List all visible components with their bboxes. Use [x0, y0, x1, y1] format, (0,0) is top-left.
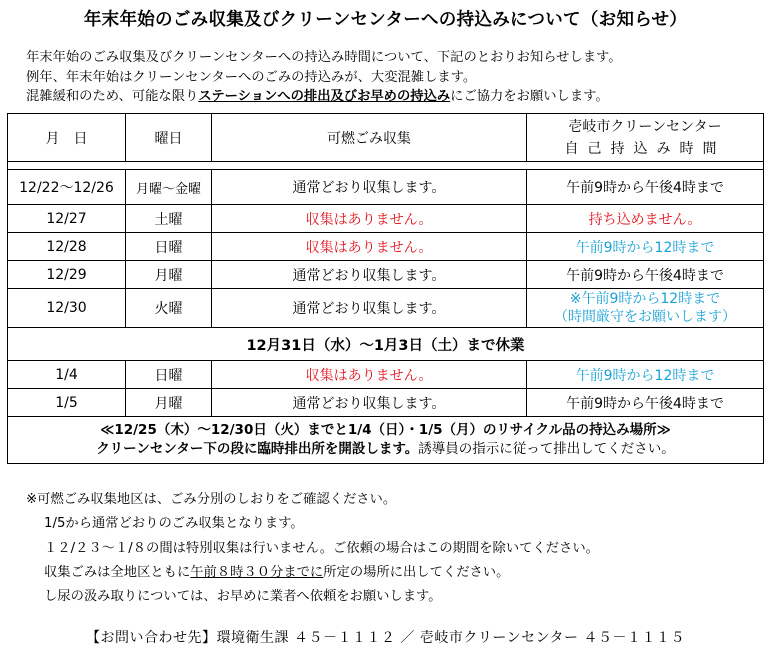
- recycle-note-body-rest: 誘導員の指示に従って排出してください。: [418, 441, 675, 457]
- intro-line-1: 年末年始のごみ収集及びクリーンセンターへの持込み時間について、下記のとおりお知らせします。: [26, 50, 622, 65]
- table-row: [8, 389, 764, 417]
- note-4-c: 所定の場所に出してください。: [323, 564, 510, 580]
- recycle-note-heading: ≪12/25（木）～12/30日（火）までと1/4（日）・1/5（月）のリサイクル品の持込み場所≫: [100, 422, 671, 438]
- schedule-table: [7, 113, 764, 464]
- holiday-text: 12月31日（水）～1月3日（土）まで休業: [8, 328, 764, 361]
- note-3: １２/２３～１/８の間は特別収集は行いません。ご依頼の場合はこの期間を除いてください。: [44, 540, 599, 556]
- row-date: 12/30: [8, 289, 126, 328]
- row-day: 月曜: [126, 389, 212, 417]
- row-center: 持ち込めません。: [527, 205, 764, 233]
- header-collection: 可燃ごみ収集: [212, 114, 527, 162]
- intro-line-3-c: にご協力をお願いします。: [450, 89, 609, 104]
- intro-line-3: [26, 87, 622, 107]
- row-center-note: （時間厳守をお願いします）: [554, 309, 736, 325]
- contact-info: 【お問い合わせ先】環境衛生課 ４５－１１１２ ／ 壱岐市クリーンセンター ４５－１１１５: [86, 630, 685, 646]
- row-center: [527, 289, 764, 328]
- row-collection: 収集はありません。: [212, 233, 527, 261]
- recycle-note-body: [8, 440, 763, 459]
- row-date: 12/22～12/26: [8, 170, 126, 205]
- header-day: 曜日: [126, 114, 212, 162]
- row-date: 1/5: [8, 389, 126, 417]
- recycle-note: [8, 417, 764, 464]
- table-header-row: [8, 114, 764, 162]
- intro-line-2: 例年、年末年始はクリーンセンターへのごみの持込みが、大変混雑します。: [26, 69, 477, 85]
- table-row: [8, 205, 764, 233]
- intro-text: [26, 48, 622, 107]
- note-4-b: 午前８時３０分までに: [190, 564, 324, 580]
- notes-section: [26, 488, 599, 609]
- intro-highlight: ステーションへの排出及びお早めの持込み: [198, 89, 451, 104]
- row-date: 12/27: [8, 205, 126, 233]
- row-collection: 収集はありません。: [212, 205, 527, 233]
- row-date: 12/29: [8, 261, 126, 289]
- page-title: 年末年始のごみ収集及びクリーンセンターへの持込みについて（お知らせ）: [83, 10, 688, 30]
- table-row: [8, 170, 764, 205]
- row-center-time: ※午前9時から12時まで: [569, 291, 721, 307]
- recycle-note-body-bold: クリーンセンター下の段に臨時排出所を開設します。: [96, 441, 419, 457]
- header-date: 月 日: [8, 114, 126, 162]
- note-5: し尿の汲み取りについては、お早めに業者へ依頼をお願いします。: [44, 589, 442, 605]
- row-day: 火曜: [126, 289, 212, 328]
- note-1: ※可燃ごみ収集地区は、ごみ分別のしおりをご確認ください。: [26, 492, 397, 507]
- row-collection: 通常どおり収集します。: [212, 389, 527, 417]
- row-collection: 通常どおり収集します。: [212, 261, 527, 289]
- row-date: 1/4: [8, 361, 126, 389]
- row-date: 12/28: [8, 233, 126, 261]
- row-collection: 通常どおり収集します。: [212, 170, 527, 205]
- table-row: [8, 289, 764, 328]
- note-4-a: 収集ごみは全地区ともに: [44, 564, 191, 580]
- row-day: 月曜: [126, 261, 212, 289]
- note-4: [26, 561, 599, 585]
- header-center-line-2: 自己持込み時間: [564, 140, 726, 157]
- row-collection: 収集はありません。: [212, 361, 527, 389]
- table-row: [8, 233, 764, 261]
- row-center: 午前9時から午後4時まで: [527, 261, 764, 289]
- table-spacer: [8, 162, 764, 170]
- intro-line-3-a: 混雑緩和のため、可能な限り: [26, 89, 199, 104]
- row-center: 午前9時から12時まで: [527, 233, 764, 261]
- header-center-line-1: 壱岐市クリーンセンター: [568, 118, 722, 135]
- holiday-row: [8, 328, 764, 361]
- row-collection: 通常どおり収集します。: [212, 289, 527, 328]
- row-day: 日曜: [126, 361, 212, 389]
- row-center: 午前9時から午後4時まで: [527, 389, 764, 417]
- row-day: 月曜～金曜: [126, 170, 212, 205]
- note-2: 1/5から通常どおりのごみ収集となります。: [44, 516, 304, 532]
- row-center: 午前9時から午後4時まで: [527, 170, 764, 205]
- table-row: [8, 261, 764, 289]
- recycle-note-row: [8, 417, 764, 464]
- row-center: 午前9時から12時まで: [527, 361, 764, 389]
- row-day: 日曜: [126, 233, 212, 261]
- header-center: [527, 114, 764, 162]
- table-row: [8, 361, 764, 389]
- row-day: 土曜: [126, 205, 212, 233]
